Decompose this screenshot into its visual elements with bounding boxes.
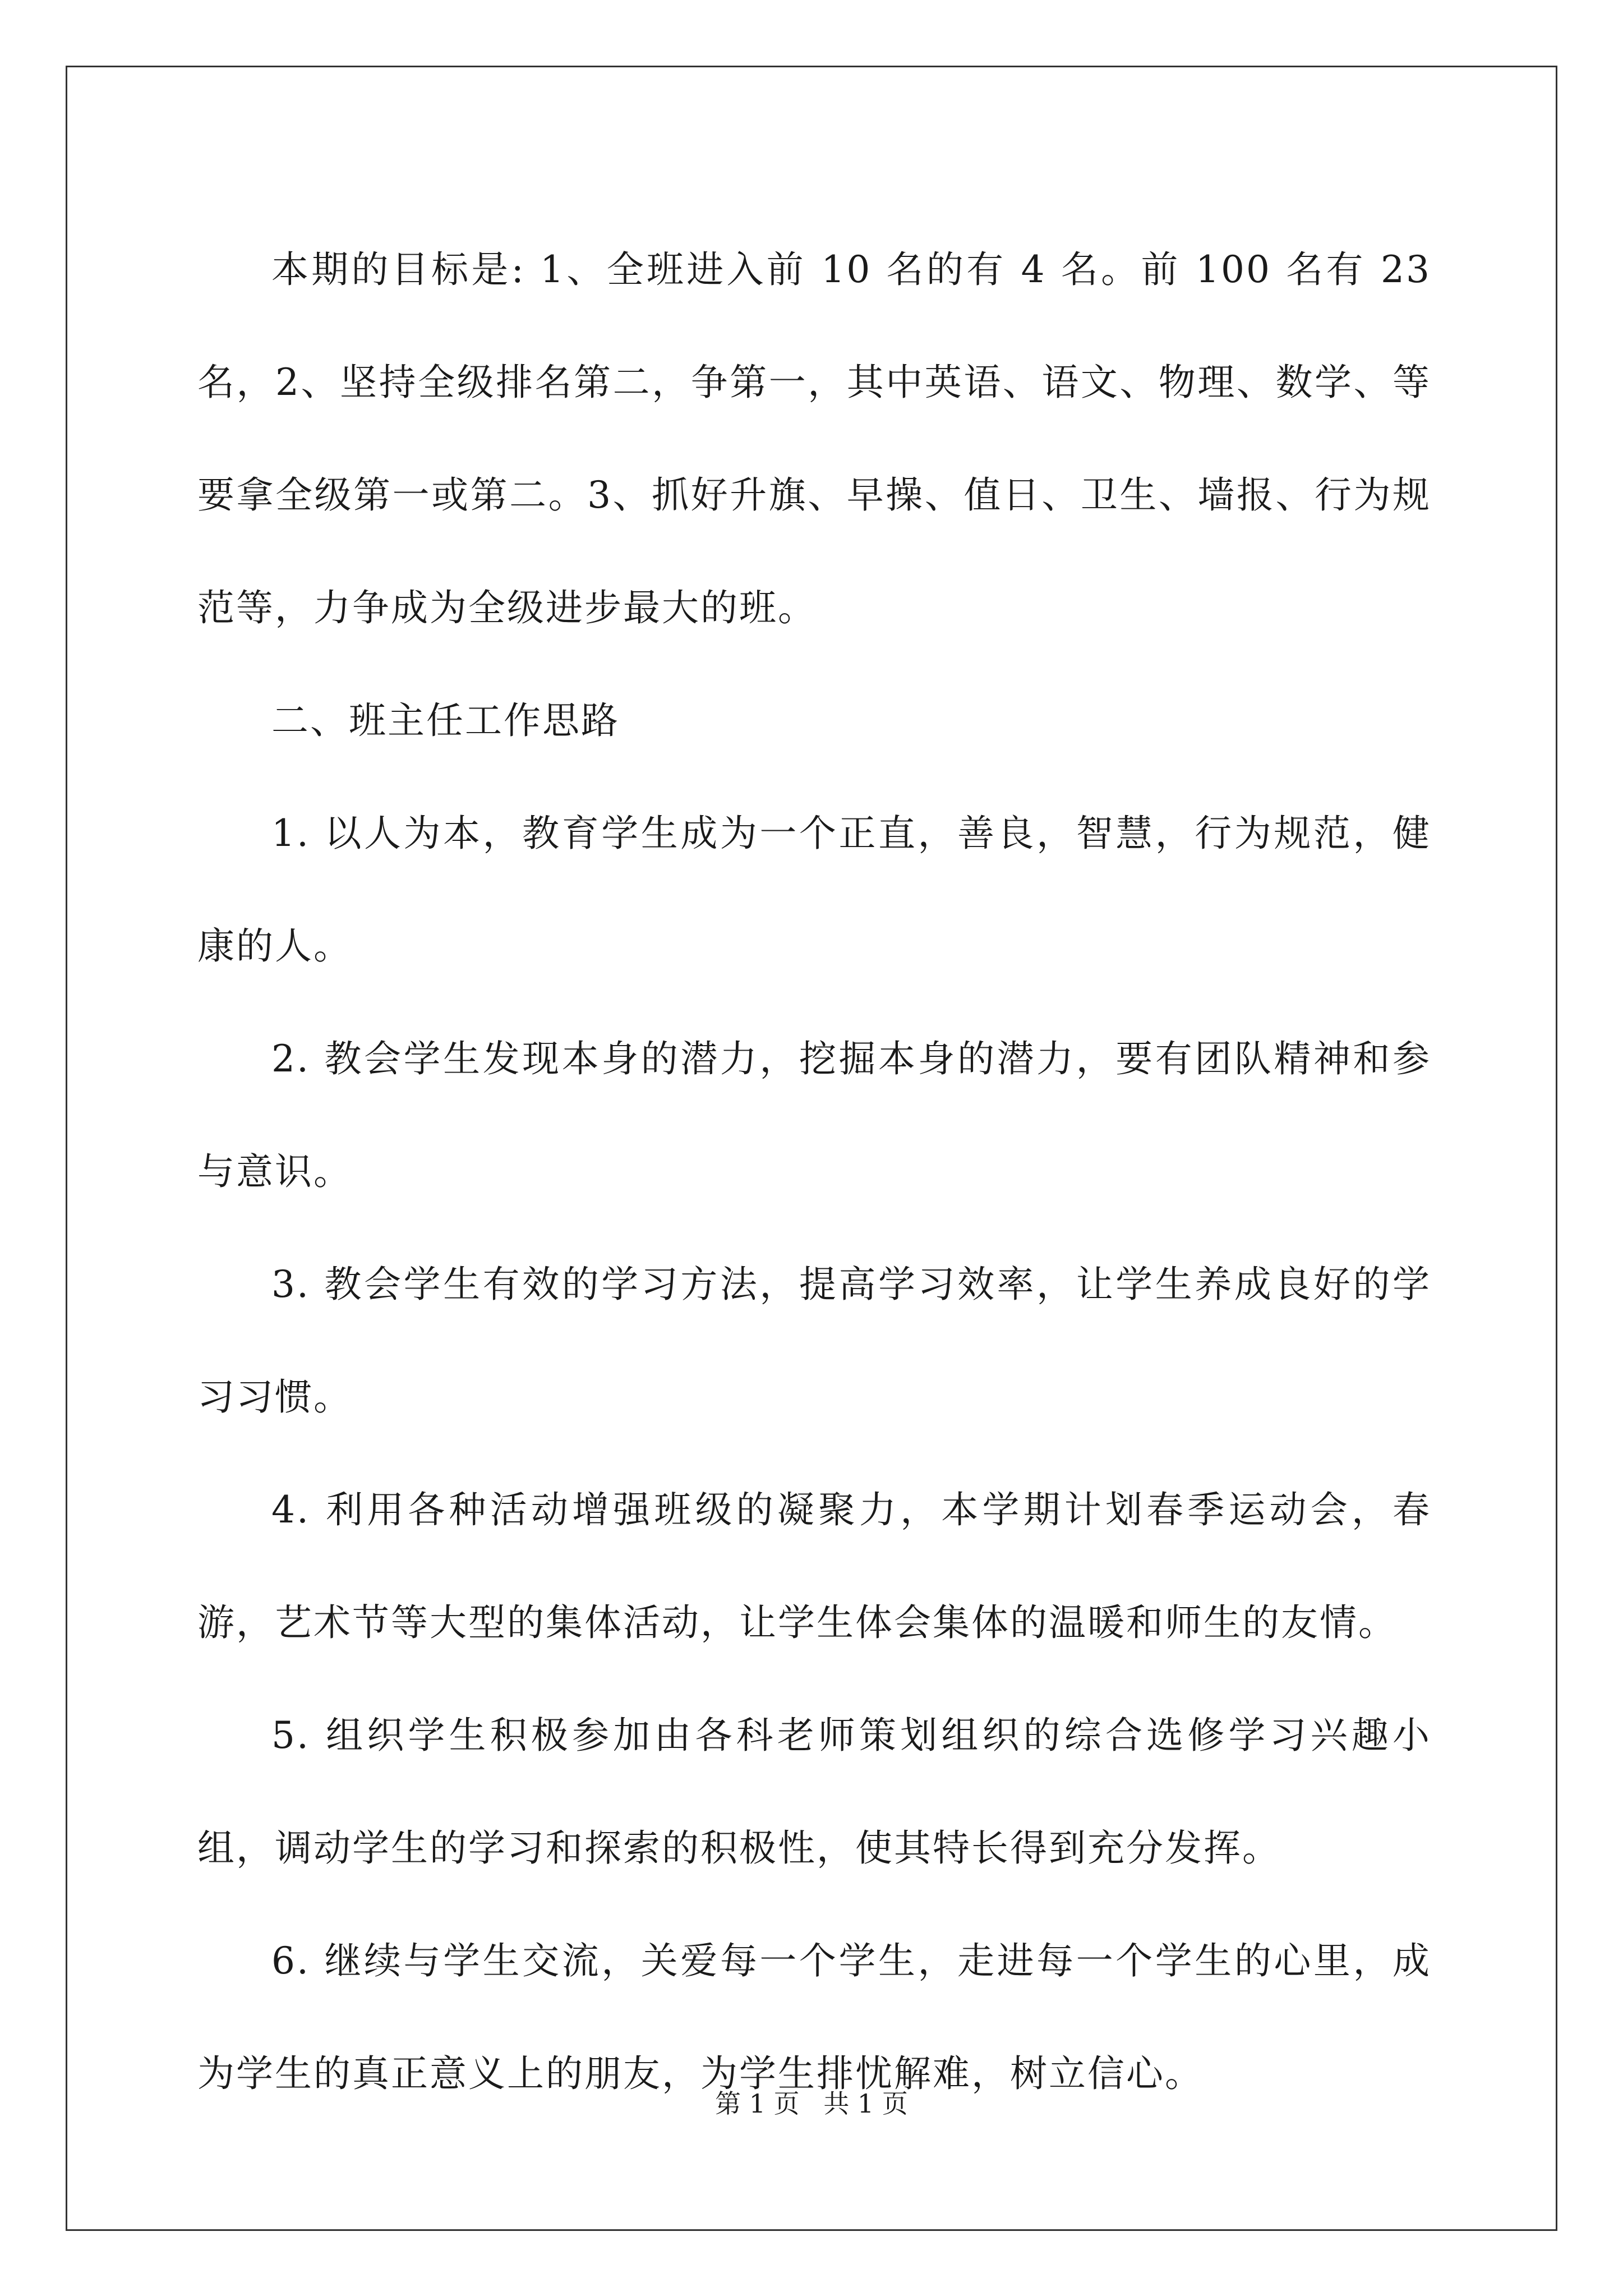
paragraph-item-1: 1. 以人为本，教育学生成为一个正直，善良，智慧，行为规范，健康的人。 (197, 812, 1431, 968)
paragraph-item-2: 2. 教会学生发现本身的潜力，挖掘本身的潜力，要有团队精神和参与意识。 (197, 1037, 1431, 1193)
paragraph-item-4: 4. 利用各种活动增强班级的凝聚力，本学期计划春季运动会，春游，艺术节等大型的集体活动，让学生体会集体的温暖和师生的友情。 (197, 1488, 1431, 1644)
paragraph-item-6: 6. 继续与学生交流，关爱每一个学生，走进每一个学生的心里，成为学生的真正意义上的朋友，为学生排忧解难，树立信心。 (197, 1939, 1431, 2095)
page-footer (0, 2087, 1623, 2120)
paragraph-item-5: 5. 组织学生积极参加由各科老师策划组织的综合选修学习兴趣小组，调动学生的学习和探索的积极性，使其特长得到充分发挥。 (197, 1714, 1431, 1870)
document-body (197, 213, 1431, 2130)
page-total: 共 1 页 (823, 2088, 908, 2119)
page-number: 第 1 页 (715, 2088, 800, 2119)
paragraph-item-3: 3. 教会学生有效的学习方法，提高学习效率，让学生养成良好的学习习惯。 (197, 1263, 1431, 1419)
paragraph-goals: 本期的目标是: 1、全班进入前 10 名的有 4 名。前 100 名有 23 名，2、坚持全级排名第二，争第一，其中英语、语文、物理、数学、等要拿全级第一或第二。3、抓好升旗、早操、值日、卫生、墙报、行为规范等，力争成为全级进步最大的班。 (197, 248, 1431, 629)
section-heading: 二、班主任工作思路 (271, 699, 620, 742)
